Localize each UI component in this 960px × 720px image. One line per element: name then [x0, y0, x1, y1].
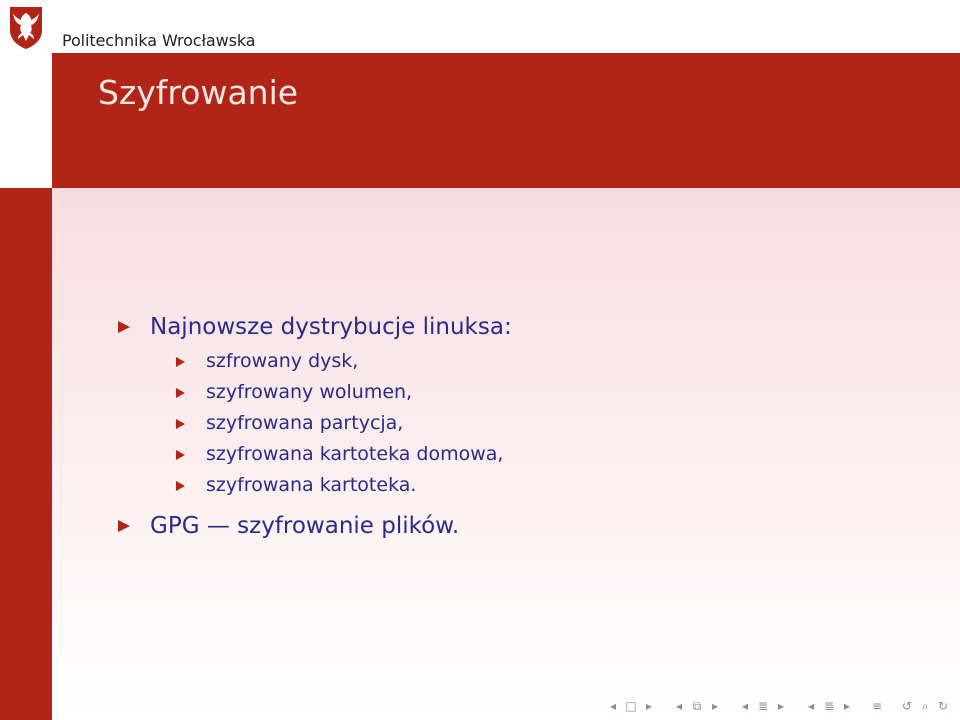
bullet-list	[118, 312, 512, 541]
sub-list-item-text: szyfrowana kartoteka domowa,	[206, 443, 504, 465]
eagle-shield-icon	[6, 4, 46, 50]
sub-list-item-text: szfrowany dysk,	[206, 350, 359, 372]
sub-bullet-list	[176, 346, 512, 501]
nav-spacer	[726, 699, 734, 714]
nav-spacer	[792, 699, 800, 714]
sub-list-item	[176, 470, 512, 501]
nav-subsection-next-icon[interactable]: ▸	[711, 699, 719, 713]
list-item	[118, 312, 512, 501]
nav-spacer	[660, 699, 668, 714]
nav-forward-icon[interactable]: ↻	[937, 699, 949, 713]
nav-subsection-prev-icon[interactable]: ◂	[675, 699, 683, 713]
beamer-navigation	[606, 699, 950, 714]
left-accent-bar	[0, 188, 52, 720]
nav-subsection-icon[interactable]: ⧉	[692, 699, 702, 713]
nav-spacer	[888, 699, 896, 714]
triangle-bullet-icon	[176, 388, 185, 398]
nav-frame-next-icon[interactable]: ▸	[645, 699, 653, 713]
triangle-bullet-icon	[176, 419, 185, 429]
nav-search-icon[interactable]: ⌕	[921, 699, 929, 713]
triangle-bullet-icon	[176, 450, 185, 460]
sub-list-item	[176, 377, 512, 408]
nav-part-next-icon[interactable]: ▸	[843, 699, 851, 713]
slide-title: Szyfrowanie	[98, 73, 299, 112]
nav-spacer	[858, 699, 866, 714]
sub-list-item	[176, 346, 512, 377]
nav-section-prev-icon[interactable]: ◂	[741, 699, 749, 713]
triangle-bullet-icon	[176, 357, 185, 367]
triangle-bullet-icon	[118, 520, 130, 532]
sub-list-item-text: szyfrowana kartoteka.	[206, 474, 417, 496]
triangle-bullet-icon	[118, 321, 130, 333]
nav-section-icon[interactable]: ≣	[757, 699, 769, 713]
title-bar	[52, 53, 960, 188]
sub-list-item	[176, 439, 512, 470]
list-item-text: Najnowsze dystrybucje linuksa:	[150, 314, 512, 340]
nav-part-icon[interactable]: ≣	[823, 699, 835, 713]
list-item	[118, 511, 512, 541]
university-name: Politechnika Wrocławska	[62, 31, 256, 50]
triangle-bullet-icon	[176, 481, 185, 491]
nav-section-next-icon[interactable]: ▸	[777, 699, 785, 713]
sub-list-item	[176, 408, 512, 439]
sub-list-item-text: szyfrowana partycja,	[206, 412, 404, 434]
nav-back-icon[interactable]: ↺	[901, 699, 913, 713]
nav-frame-icon[interactable]: □	[625, 699, 637, 713]
nav-part-prev-icon[interactable]: ◂	[807, 699, 815, 713]
list-item-text: GPG — szyfrowanie plików.	[150, 513, 460, 539]
nav-outline-icon[interactable]: ≡	[871, 699, 883, 713]
nav-frame-prev-icon[interactable]: ◂	[609, 699, 617, 713]
slide-content	[52, 188, 960, 720]
sub-list-item-text: szyfrowany wolumen,	[206, 381, 413, 403]
